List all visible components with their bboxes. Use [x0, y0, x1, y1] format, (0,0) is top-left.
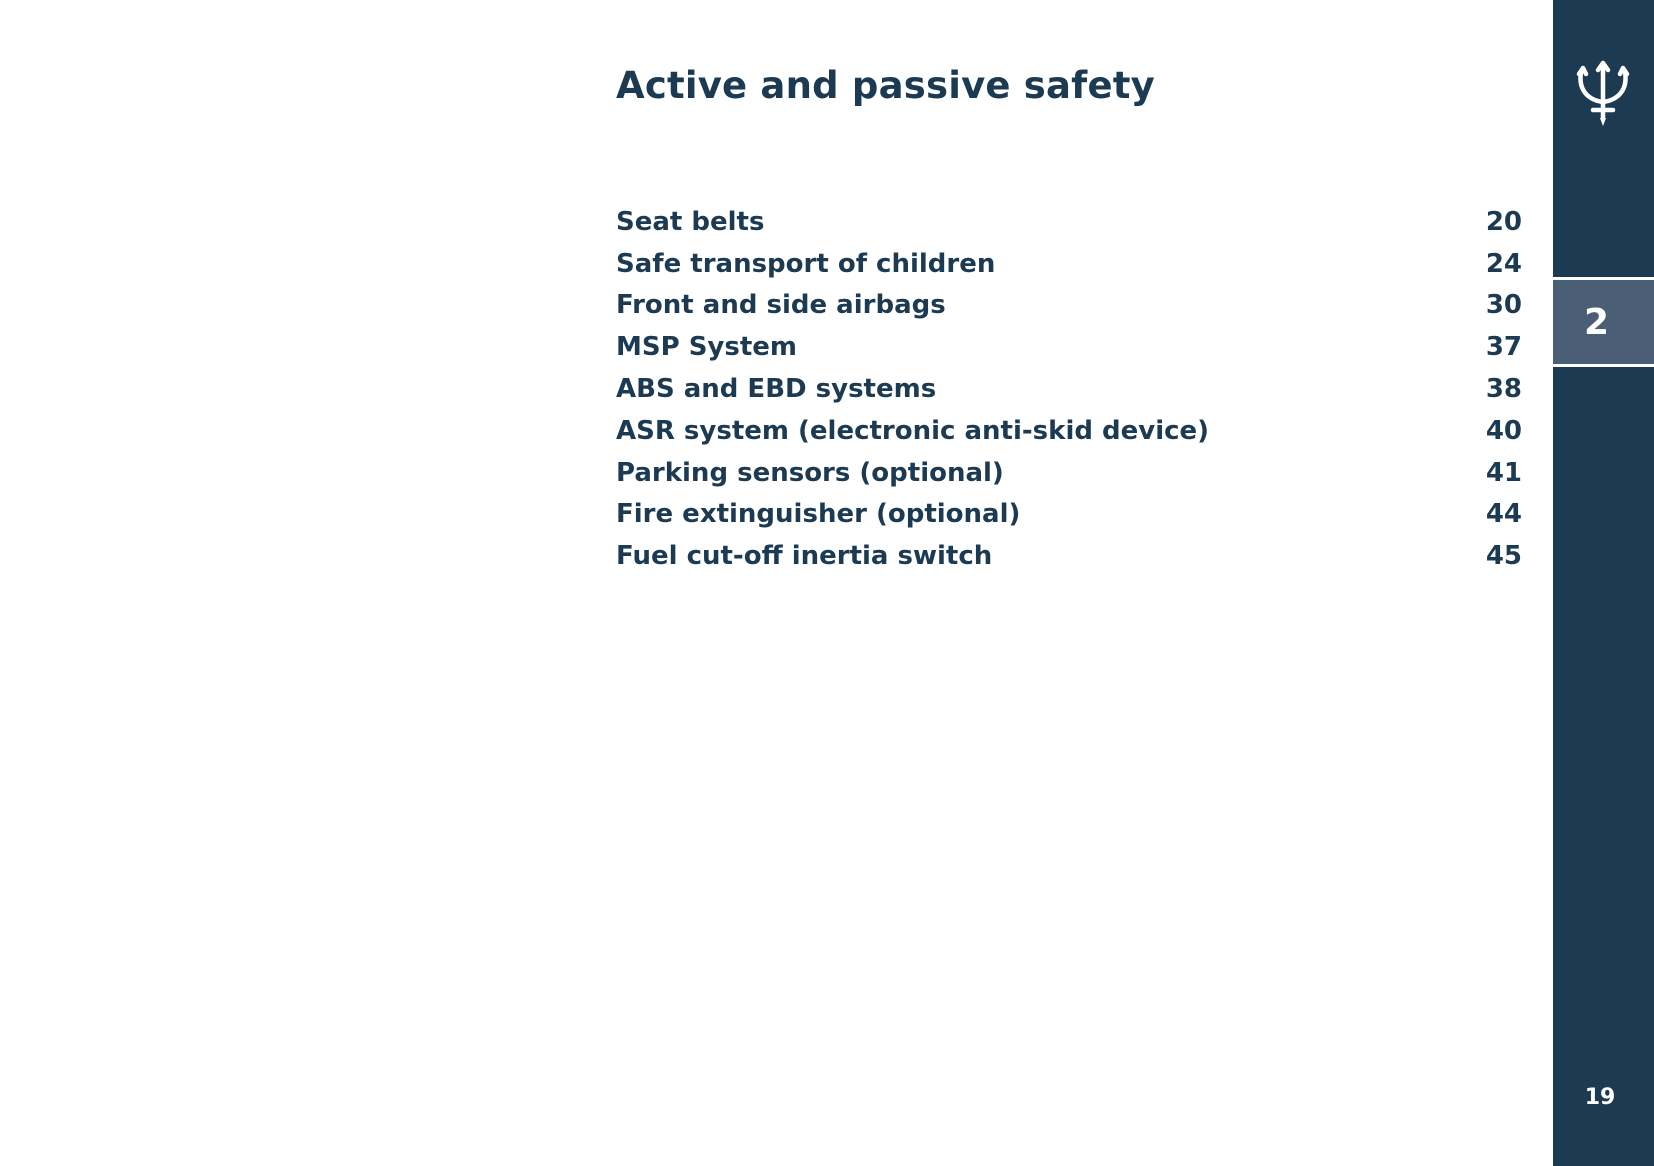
toc-item-fire-extinguisher[interactable]	[616, 494, 1522, 536]
toc-item-page: 41	[1485, 457, 1522, 488]
toc-item-seat-belts[interactable]	[616, 201, 1522, 243]
toc-item-label: Parking sensors (optional)	[616, 457, 1004, 488]
page-number: 19	[1584, 1085, 1616, 1110]
toc-item-page: 20	[1485, 206, 1522, 237]
toc-item-page: 24	[1485, 248, 1522, 279]
toc-item-parking-sensors[interactable]	[616, 452, 1522, 494]
toc-item-label: Fire extinguisher (optional)	[616, 499, 1021, 530]
toc-item-label: Fuel cut-off inertia switch	[616, 541, 993, 572]
toc-item-msp-system[interactable]	[616, 326, 1522, 368]
toc-item-label: MSP System	[616, 332, 798, 363]
table-of-contents	[616, 201, 1522, 577]
toc-item-label: Seat belts	[616, 206, 765, 237]
chapter-tab[interactable]: 2	[1553, 277, 1654, 367]
page-title: Active and passive safety	[616, 64, 1155, 107]
toc-item-fuel-cut-off-inertia-switch[interactable]	[616, 535, 1522, 577]
toc-item-label: ASR system (electronic anti-skid device)	[616, 415, 1210, 446]
toc-item-page: 40	[1485, 415, 1522, 446]
toc-item-page: 45	[1485, 541, 1522, 572]
toc-item-page: 38	[1485, 374, 1522, 405]
toc-item-label: Front and side airbags	[616, 290, 946, 321]
toc-item-label: ABS and EBD systems	[616, 374, 937, 405]
chapter-sidebar	[1553, 0, 1654, 1166]
trident-icon	[1574, 60, 1632, 128]
toc-item-safe-transport-of-children[interactable]	[616, 243, 1522, 285]
toc-item-page: 30	[1485, 290, 1522, 321]
toc-item-abs-and-ebd-systems[interactable]	[616, 368, 1522, 410]
toc-item-front-and-side-airbags[interactable]	[616, 285, 1522, 327]
toc-item-page: 37	[1485, 332, 1522, 363]
toc-item-label: Safe transport of children	[616, 248, 996, 279]
toc-item-page: 44	[1485, 499, 1522, 530]
toc-item-asr-system[interactable]	[616, 410, 1522, 452]
